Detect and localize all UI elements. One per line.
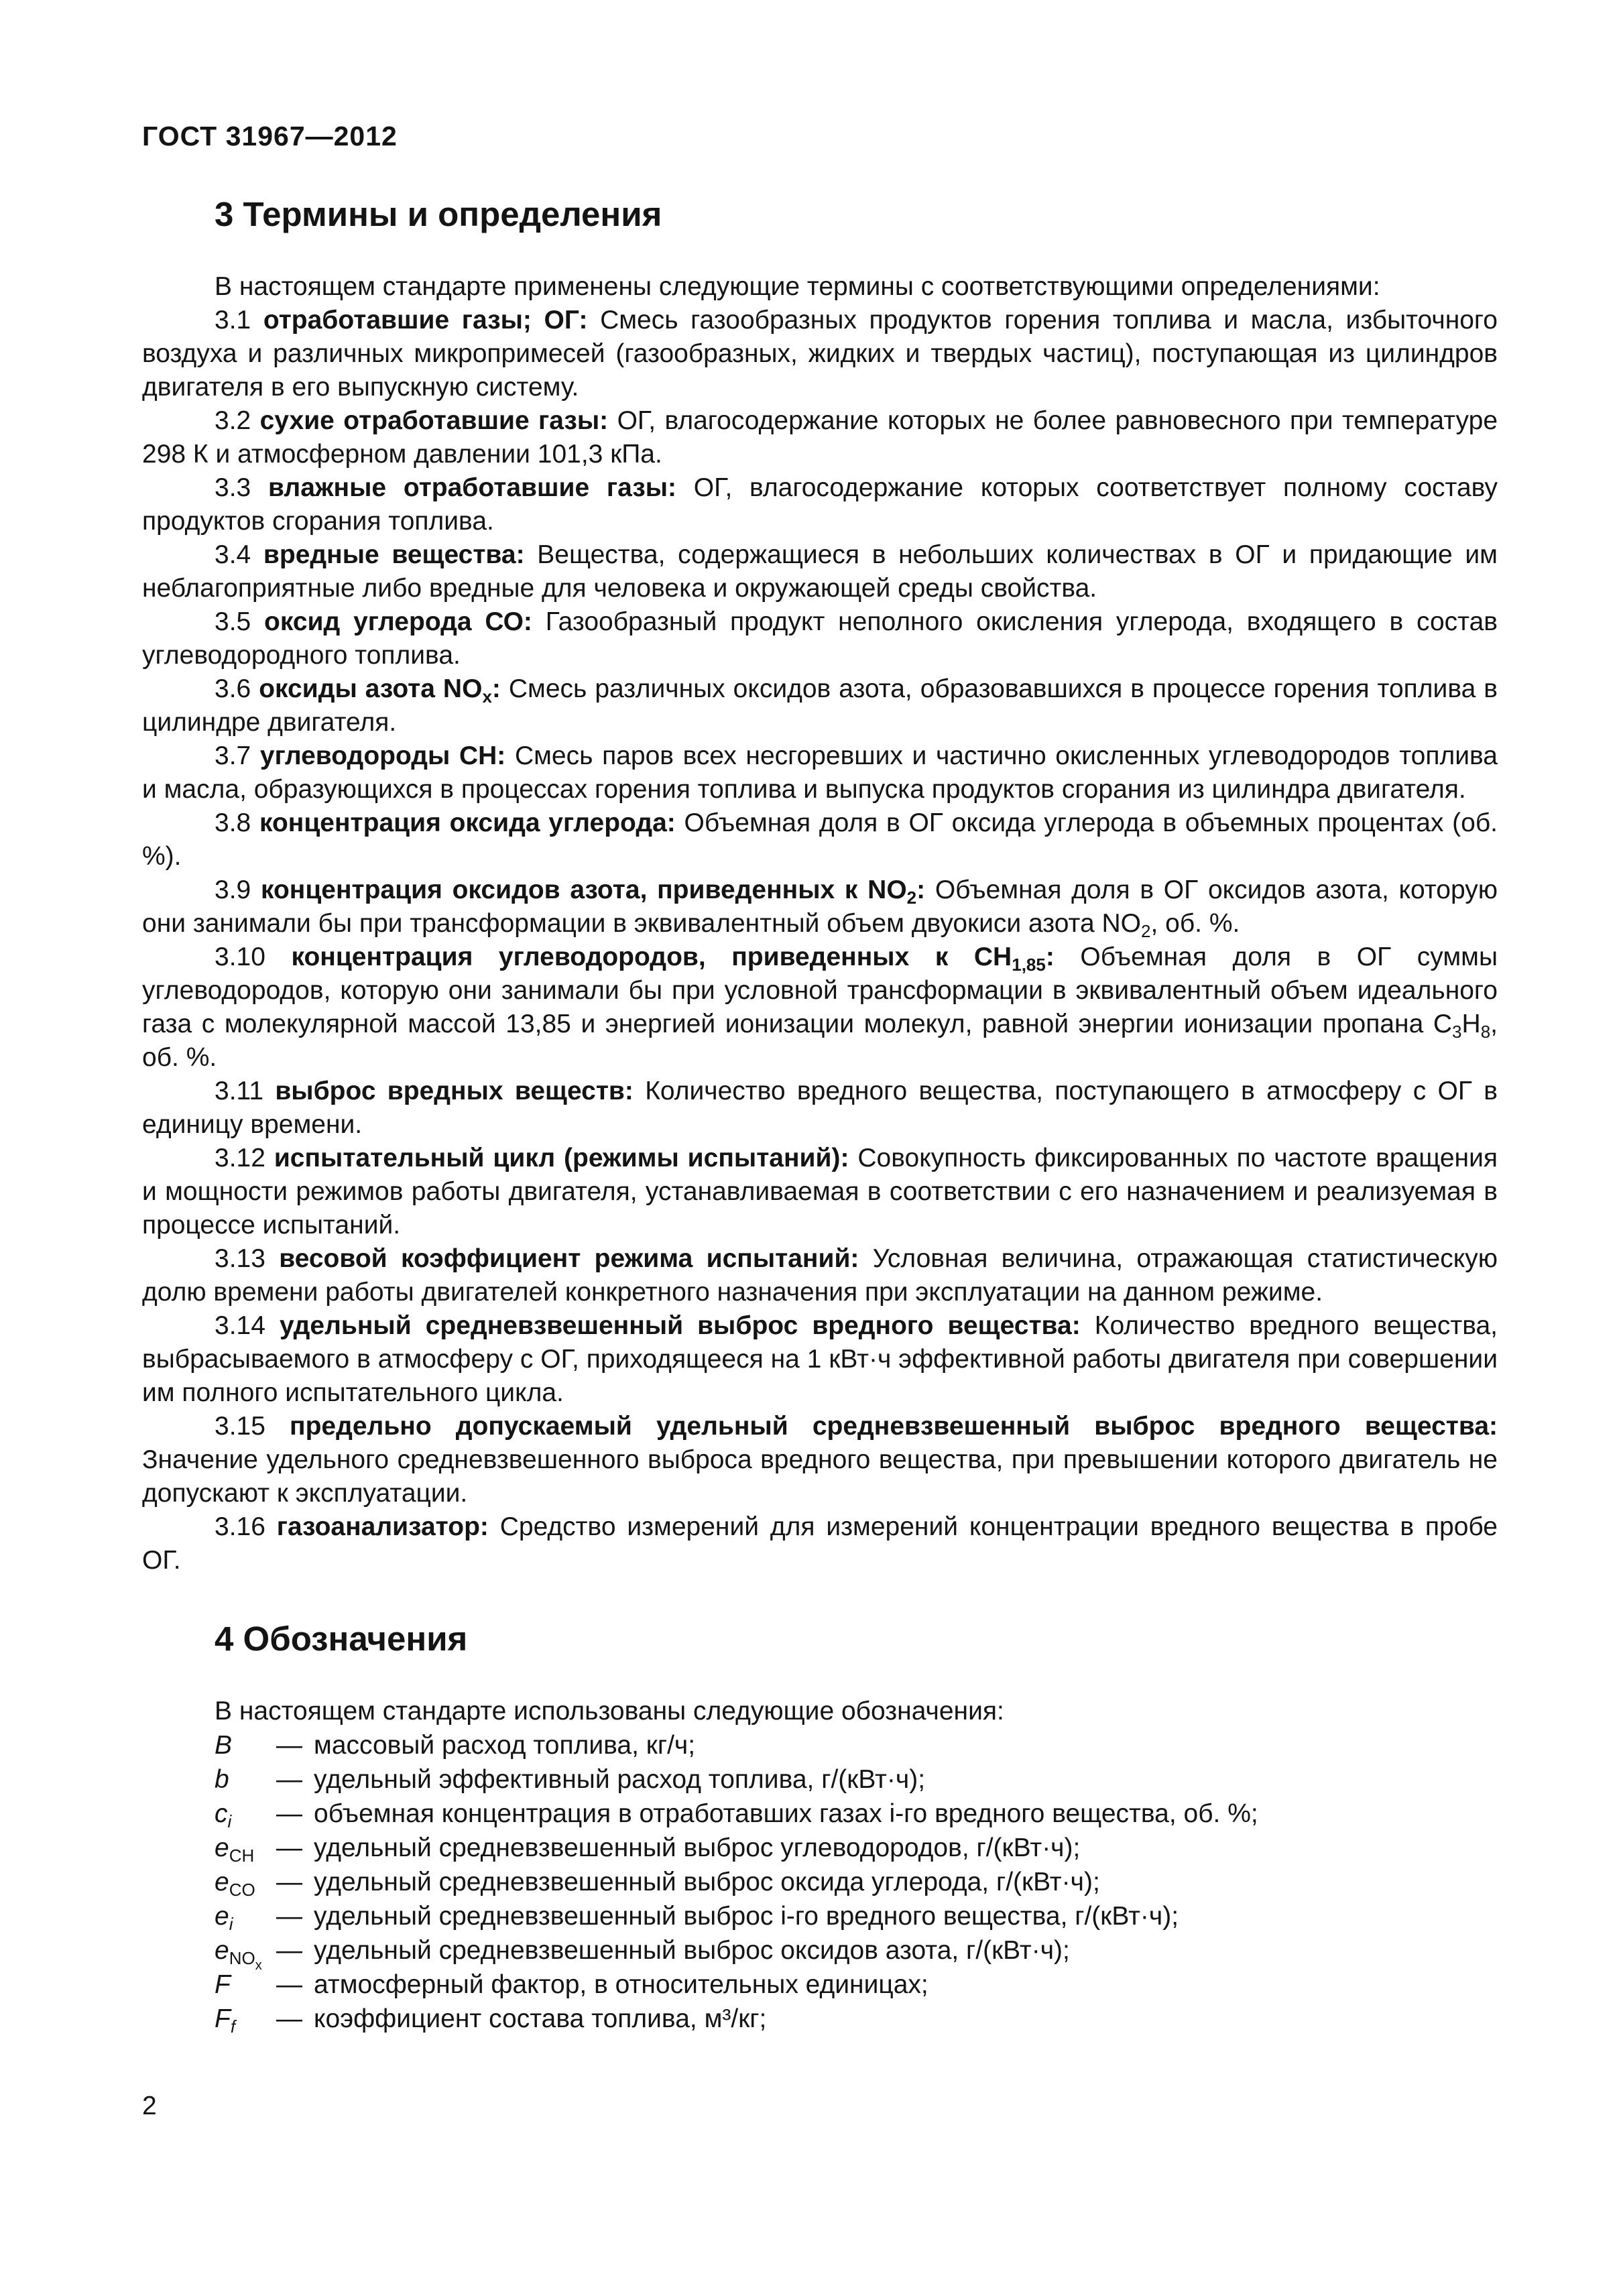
symbol-row bbox=[142, 1933, 1498, 1973]
symbol-description: удельный эффективный расход топлива, г/(кВт·ч); bbox=[314, 1765, 926, 1794]
symbol-row bbox=[142, 1831, 1498, 1865]
definition-subscript: 8 bbox=[1480, 1022, 1491, 1042]
symbol-description: удельный средневзвешенный выброс углеводородов, г/(кВт·ч); bbox=[314, 1833, 1081, 1862]
standard-header: ГОСТ 31967—2012 bbox=[142, 121, 398, 152]
term-name: концентрация оксида углерода: bbox=[259, 808, 676, 837]
symbol-subscript: i bbox=[229, 1914, 233, 1934]
term-name: отработавшие газы; ОГ: bbox=[263, 306, 588, 335]
term-name: предельно допускаемый удельный средневзвешенный выброс вредного вещества: bbox=[290, 1412, 1498, 1441]
symbol: $e_i$ bbox=[215, 1902, 233, 1934]
symbol: $e_{CH}$ bbox=[215, 1833, 255, 1866]
symbol: b bbox=[215, 1765, 229, 1794]
symbol-dash: — bbox=[276, 1868, 302, 1896]
term-name: оксид углерода СО: bbox=[264, 607, 532, 636]
term-definition: Газообразный продукт неполного окисления углерода, входящего в состав углеводородного топлива. bbox=[142, 607, 1498, 670]
term-definition: Совокупность фиксированных по частоте вращения и мощности режимов работы двигателя, устанавливаемая в соответствии с его назначением и реализуемая в процессе испытаний. bbox=[142, 1144, 1498, 1240]
page-content bbox=[142, 194, 1498, 2036]
section-4-intro: В настоящем стандарте использованы следующие обозначения: bbox=[215, 1697, 1004, 1726]
term-name: влажные отработавшие газы: bbox=[267, 473, 677, 502]
symbol-row bbox=[142, 1762, 1498, 1797]
terms-list bbox=[142, 304, 1498, 1577]
section-4 bbox=[142, 1619, 1498, 2036]
definition-subscript: 2 bbox=[1141, 921, 1151, 941]
section-3-title: 3 Термины и определения bbox=[215, 195, 662, 233]
symbol: $c_i$ bbox=[215, 1799, 232, 1831]
term-definition: Смесь газообразных продуктов горения топлива и масла, избыточного воздуха и различных микропримесей (газообразных, жидких и твердых частиц), поступающая из цилиндров двигателя в его выпускную систему. bbox=[142, 306, 1498, 402]
term-subscript: 1,85 bbox=[1012, 955, 1046, 975]
term-name: испытательный цикл (режимы испытаний): bbox=[274, 1144, 849, 1172]
term-definition: Средство измерений для измерений концентрации вредного вещества в пробе ОГ. bbox=[142, 1512, 1498, 1575]
term-name: концентрация углеводородов, приведенных к $СН_{1,85}$: bbox=[291, 943, 1055, 975]
symbol-row bbox=[142, 1797, 1498, 1831]
symbol-dash: — bbox=[276, 1833, 302, 1862]
term-definition: Объемная доля в ОГ оксида углерода в объемных процентах (об. %). bbox=[142, 808, 1498, 871]
term-definition: Объемная доля в ОГ оксидов азота, которую они занимали бы при трансформации в эквивалентный объем двуокиси азота $NO_2$, об. %. bbox=[142, 875, 1498, 941]
term-entry: 3.7 углеводороды СН: Смесь паров всех несгоревших и частично окисленных углеводородов топлива и масла, образующихся в процессах горения топлива и выпуска продуктов сгорания из цилиндра двигателя. bbox=[142, 741, 1498, 804]
symbol-row bbox=[142, 1968, 1498, 2002]
term-name: углеводороды СН: bbox=[259, 741, 506, 770]
term-entry: 3.1 отработавшие газы; ОГ: Смесь газообразных продуктов горения топлива и масла, избыточного воздуха и различных микропримесей (газообразных, жидких и твердых частиц), поступающая из цилиндров двигателя в его выпускную систему. bbox=[142, 306, 1498, 402]
symbol-dash: — bbox=[276, 1902, 302, 1931]
symbol-description: атмосферный фактор, в относительных единицах; bbox=[314, 1970, 928, 1999]
symbol-dash: — bbox=[276, 2004, 302, 2033]
symbol-row bbox=[142, 2002, 1498, 2036]
term-definition: Количество вредного вещества, поступающего в атмосферу с ОГ в единицу времени. bbox=[142, 1077, 1498, 1139]
symbol-subscript: NOx bbox=[229, 1948, 262, 1973]
term-name: вредные вещества: bbox=[263, 540, 525, 569]
symbol: $e_{NO_x}$ bbox=[215, 1936, 262, 1973]
term-entry: 3.5 оксид углерода СО: Газообразный продукт неполного окисления углерода, входящего в состав углеводородного топлива. bbox=[142, 607, 1498, 670]
symbol-subscript: i bbox=[227, 1811, 232, 1831]
term-name: весовой коэффициент режима испытаний: bbox=[279, 1244, 859, 1273]
term-definition: Вещества, содержащиеся в небольших количествах в ОГ и придающие им неблагоприятные либо вредные для человека и окружающей среды свойства. bbox=[142, 540, 1498, 603]
term-name: концентрация оксидов азота, приведенных к $NO_2$: bbox=[260, 875, 926, 908]
page-number: 2 bbox=[142, 2092, 157, 2120]
symbol-description: массовый расход топлива, кг/ч; bbox=[314, 1731, 696, 1760]
term-definition: ОГ, влагосодержание которых не более равновесного при температуре 298 К и атмосферном давлении 101,3 кПа. bbox=[142, 406, 1498, 469]
term-entry: 3.4 вредные вещества: Вещества, содержащиеся в небольших количествах в ОГ и придающие им неблагоприятные либо вредные для человека и окружающей среды свойства. bbox=[142, 540, 1498, 603]
term-name: сухие отработавшие газы: bbox=[259, 406, 609, 435]
term-entry: 3.10 концентрация углеводородов, приведенных к $СН_{1,85}$: Объемная доля в ОГ суммы углеводородов, которую они занимали бы при условной трансформации в эквивалентный объем идеального газа с молекулярной массой 13,85 и энергией ионизации молекул, равной энергии ионизации пропана $С_3Н_8$, об. %. bbox=[142, 943, 1498, 1072]
symbol-subscript: CH bbox=[229, 1846, 255, 1866]
term-definition: Количество вредного вещества, выбрасываемого в атмосферу с ОГ, приходящееся на 1 кВт·ч эффективной работы двигателя при совершении им полного испытательного цикла. bbox=[142, 1311, 1498, 1407]
term-entry: 3.11 выброс вредных веществ: Количество вредного вещества, поступающего в атмосферу с ОГ в единицу времени. bbox=[142, 1077, 1498, 1139]
term-entry: 3.6 оксиды азота $NO_x$: Смесь различных оксидов азота, образовавшихся в процессе горения топлива в цилиндре двигателя. bbox=[142, 674, 1498, 737]
symbol-dash: — bbox=[276, 1765, 302, 1794]
symbol-row bbox=[142, 1728, 1498, 1762]
symbol-description: удельный средневзвешенный выброс i-го вредного вещества, г/(кВт·ч); bbox=[314, 1902, 1179, 1931]
term-definition: Смесь паров всех несгоревших и частично окисленных углеводородов топлива и масла, образующихся в процессах горения топлива и выпуска продуктов сгорания из цилиндра двигателя. bbox=[142, 741, 1498, 804]
term-definition: Значение удельного средневзвешенного выброса вредного вещества, при превышении которого двигатель не допускают к эксплуатации. bbox=[142, 1445, 1498, 1508]
section-3-intro: В настоящем стандарте применены следующие термины с соответствующими определениями: bbox=[215, 272, 1380, 301]
term-definition: ОГ, влагосодержание которых соответствует полному составу продуктов сгорания топлива. bbox=[142, 473, 1498, 536]
symbol-subscript: CO bbox=[229, 1880, 255, 1900]
symbol: F bbox=[215, 1970, 231, 1999]
term-entry: 3.3 влажные отработавшие газы: ОГ, влагосодержание которых соответствует полному составу продуктов сгорания топлива. bbox=[142, 473, 1498, 536]
symbol-description: удельный средневзвешенный выброс оксидов азота, г/(кВт·ч); bbox=[314, 1936, 1070, 1965]
symbol-dash: — bbox=[276, 1731, 302, 1760]
symbol-subscript: x bbox=[255, 1958, 262, 1973]
symbol: $e_{CO}$ bbox=[215, 1868, 255, 1900]
term-name: газоанализатор: bbox=[276, 1512, 489, 1541]
symbols-list bbox=[142, 1728, 1498, 2036]
term-name: удельный средневзвешенный выброс вредного вещества: bbox=[279, 1311, 1081, 1340]
term-entry: 3.9 концентрация оксидов азота, приведенных к $NO_2$: Объемная доля в ОГ оксидов азота, которую они занимали бы при трансформации в эквивалентный объем двуокиси азота $NO_2$, об. %. bbox=[142, 875, 1498, 941]
symbol-description: объемная концентрация в отработавших газах i-го вредного вещества, об. %; bbox=[314, 1799, 1258, 1828]
term-entry: 3.16 газоанализатор: Средство измерений для измерений концентрации вредного вещества в пробе ОГ. bbox=[142, 1512, 1498, 1575]
term-definition: Объемная доля в ОГ суммы углеводородов, которую они занимали бы при условной трансформации в эквивалентный объем идеального газа с молекулярной массой 13,85 и энергией ионизации молекул, равной энергии ионизации пропана $С_3Н_8$, об. %. bbox=[142, 943, 1498, 1072]
symbol-description: удельный средневзвешенный выброс оксида углерода, г/(кВт·ч); bbox=[314, 1868, 1100, 1896]
term-definition: Условная величина, отражающая статистическую долю времени работы двигателей конкретного назначения при эксплуатации на данном режиме. bbox=[142, 1244, 1498, 1307]
term-entry: 3.2 сухие отработавшие газы: ОГ, влагосодержание которых не более равновесного при температуре 298 К и атмосферном давлении 101,3 кПа. bbox=[142, 406, 1498, 469]
term-name: оксиды азота $NO_x$: bbox=[259, 674, 501, 707]
symbol-row bbox=[142, 1865, 1498, 1899]
term-name: выброс вредных веществ: bbox=[275, 1077, 634, 1105]
term-entry: 3.15 предельно допускаемый удельный средневзвешенный выброс вредного вещества: Значение удельного средневзвешенного выброса вредного вещества, при превышении которого двигатель не допускают к эксплуатации. bbox=[142, 1412, 1498, 1508]
symbol-description: коэффициент состава топлива, м³/кг; bbox=[314, 2004, 767, 2033]
symbol-dash: — bbox=[276, 1936, 302, 1965]
term-definition: Смесь различных оксидов азота, образовавшихся в процессе горения топлива в цилиндре двигателя. bbox=[142, 674, 1498, 737]
definition-subscript: 3 bbox=[1452, 1022, 1462, 1042]
symbol: B bbox=[215, 1731, 233, 1760]
section-4-title: 4 Обозначения bbox=[215, 1620, 468, 1658]
term-subscript: x bbox=[482, 686, 492, 707]
term-entry: 3.8 концентрация оксида углерода: Объемная доля в ОГ оксида углерода в объемных процентах (об. %). bbox=[142, 808, 1498, 871]
symbol-dash: — bbox=[276, 1799, 302, 1828]
symbol-dash: — bbox=[276, 1970, 302, 1999]
term-entry: 3.12 испытательный цикл (режимы испытаний): Совокупность фиксированных по частоте вращения и мощности режимов работы двигателя, устанавливаемая в соответствии с его назначением и реализуемая в процессе испытаний. bbox=[142, 1144, 1498, 1240]
symbol-subscript: f bbox=[230, 2016, 236, 2037]
term-entry: 3.13 весовой коэффициент режима испытаний: Условная величина, отражающая статистическую долю времени работы двигателей конкретного назначения при эксплуатации на данном режиме. bbox=[142, 1244, 1498, 1307]
term-subscript: 2 bbox=[906, 888, 917, 908]
symbol: $F_f$ bbox=[215, 2004, 236, 2037]
symbol-row bbox=[142, 1899, 1498, 1933]
term-entry: 3.14 удельный средневзвешенный выброс вредного вещества: Количество вредного вещества, выбрасываемого в атмосферу с ОГ, приходящееся на 1 кВт·ч эффективной работы двигателя при совершении им полного испытательного цикла. bbox=[142, 1311, 1498, 1407]
